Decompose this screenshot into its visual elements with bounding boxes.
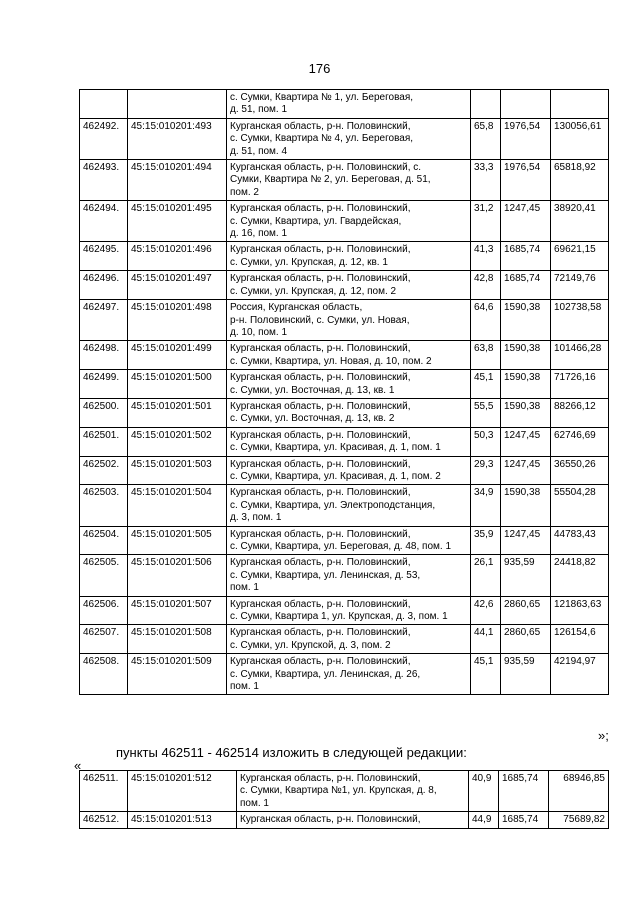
cadastral-value-cell: 68946,85 [549,771,609,812]
rate-cell: 1247,45 [501,526,551,555]
cadastral-number-cell: 45:15:010201:504 [128,485,227,526]
area-cell: 42,8 [471,271,501,300]
cadastral-value-cell: 72149,76 [551,271,609,300]
amended-items-table [79,770,609,829]
cadastral-value-cell: 36550,26 [551,456,609,485]
rate-cell: 1590,38 [501,398,551,427]
address-cell: Курганская область, р-н. Половинский, с. Сумки, Квартира, ул. Красивая, д. 1, пом. 2 [227,456,471,485]
address-cell: Курганская область, р-н. Половинский, с. Сумки, ул. Крупской, д. 3, пом. 2 [227,625,471,654]
item-number-cell: 462498. [80,341,128,370]
table-row [80,370,609,399]
cadastral-number-cell: 45:15:010201:493 [128,118,227,159]
address-cell: Курганская область, р-н. Половинский, с. Сумки, ул. Крупская, д. 12, пом. 2 [227,271,471,300]
area-cell: 45,1 [471,654,501,695]
area-cell: 35,9 [471,526,501,555]
table-row [80,427,609,456]
cadastral-value-cell: 126154,6 [551,625,609,654]
area-cell: 65,8 [471,118,501,159]
rate-cell: 1976,54 [501,160,551,201]
area-cell [471,90,501,119]
item-number-cell: 462512. [80,812,128,828]
address-cell: Курганская область, р-н. Половинский, с. Сумки, Квартира № 2, ул. Береговая, д. 51, пом. 2 [227,160,471,201]
cadastral-number-cell: 45:15:010201:508 [128,625,227,654]
rate-cell: 1590,38 [501,300,551,341]
table-row [80,90,609,119]
area-cell: 55,5 [471,398,501,427]
area-cell: 64,6 [471,300,501,341]
cadastral-value-cell: 65818,92 [551,160,609,201]
table-row [80,596,609,625]
area-cell: 31,2 [471,201,501,242]
rate-cell: 935,59 [501,654,551,695]
address-cell: Россия, Курганская область, р-н. Половинский, с. Сумки, ул. Новая, д. 10, пом. 1 [227,300,471,341]
area-cell: 44,1 [471,625,501,654]
table-row [80,654,609,695]
item-number-cell: 462504. [80,526,128,555]
cadastral-value-cell: 102738,58 [551,300,609,341]
item-number-cell: 462506. [80,596,128,625]
address-cell: с. Сумки, Квартира № 1, ул. Береговая, д. 51, пом. 1 [227,90,471,119]
item-number-cell: 462507. [80,625,128,654]
cadastral-number-cell: 45:15:010201:509 [128,654,227,695]
rate-cell: 1976,54 [501,118,551,159]
rate-cell: 1590,38 [501,370,551,399]
item-number-cell: 462501. [80,427,128,456]
rate-cell: 1247,45 [501,456,551,485]
table-row [80,625,609,654]
table-row [80,271,609,300]
item-number-cell: 462505. [80,555,128,596]
table-row [80,526,609,555]
cadastral-value-cell: 69621,15 [551,242,609,271]
item-number-cell: 462508. [80,654,128,695]
cadastral-number-cell: 45:15:010201:501 [128,398,227,427]
item-number-cell: 462494. [80,201,128,242]
table-row [80,242,609,271]
cadastral-value-cell: 44783,43 [551,526,609,555]
rate-cell: 935,59 [501,555,551,596]
page-number: 176 [308,61,331,76]
item-number-cell: 462500. [80,398,128,427]
table-row [80,118,609,159]
item-number-cell: 462499. [80,370,128,399]
address-cell: Курганская область, р-н. Половинский, с. Сумки, Квартира № 4, ул. Береговая, д. 51, пом. 4 [227,118,471,159]
cadastral-number-cell: 45:15:010201:500 [128,370,227,399]
cadastral-value-cell: 130056,61 [551,118,609,159]
cadastral-value-cell [551,90,609,119]
table-row [80,771,609,812]
address-cell: Курганская область, р-н. Половинский, с. Сумки, Квартира 1, ул. Крупская, д. 3, пом. 1 [227,596,471,625]
address-cell: Курганская область, р-н. Половинский, с. Сумки, Квартира, ул. Береговая, д. 48, пом. 1 [227,526,471,555]
table-row [80,555,609,596]
cadastral-number-cell: 45:15:010201:499 [128,341,227,370]
cadastral-value-cell: 42194,97 [551,654,609,695]
rate-cell: 2860,65 [501,596,551,625]
item-number-cell: 462495. [80,242,128,271]
rate-cell: 1247,45 [501,201,551,242]
address-cell: Курганская область, р-н. Половинский, с. Сумки, Квартира, ул. Красивая, д. 1, пом. 1 [227,427,471,456]
address-cell: Курганская область, р-н. Половинский, с. Сумки, Квартира, ул. Ленинская, д. 26, пом. 1 [227,654,471,695]
cadastral-number-cell: 45:15:010201:507 [128,596,227,625]
area-cell: 42,6 [471,596,501,625]
table-row [80,201,609,242]
item-number-cell: 462493. [80,160,128,201]
address-cell: Курганская область, р-н. Половинский, с. Сумки, ул. Восточная, д. 13, кв. 2 [227,398,471,427]
address-cell: Курганская область, р-н. Половинский, [237,812,469,828]
cadastral-value-cell: 101466,28 [551,341,609,370]
area-cell: 41,3 [471,242,501,271]
address-cell: Курганская область, р-н. Половинский, с. Сумки, Квартира, ул. Ленинская, д. 53, пом. 1 [227,555,471,596]
rate-cell: 1247,45 [501,427,551,456]
cadastral-number-cell: 45:15:010201:505 [128,526,227,555]
address-cell: Курганская область, р-н. Половинский, с. Сумки, ул. Крупская, д. 12, кв. 1 [227,242,471,271]
item-number-cell: 462492. [80,118,128,159]
cadastral-number-cell: 45:15:010201:512 [128,771,237,812]
opening-quote: « [74,758,82,773]
amendment-instruction: пункты 462511 - 462514 изложить в следующей редакции: [116,745,467,760]
address-cell: Курганская область, р-н. Половинский, с. Сумки, ул. Восточная, д. 13, кв. 1 [227,370,471,399]
rate-cell: 1590,38 [501,341,551,370]
address-cell: Курганская область, р-н. Половинский, с. Сумки, Квартира №1, ул. Крупская, д. 8, пом. 1 [237,771,469,812]
area-cell: 44,9 [469,812,499,828]
cadastral-number-cell: 45:15:010201:495 [128,201,227,242]
rate-cell: 1685,74 [499,771,549,812]
cadastral-number-cell: 45:15:010201:502 [128,427,227,456]
item-number-cell: 462503. [80,485,128,526]
cadastral-value-cell: 121863,63 [551,596,609,625]
rate-cell [501,90,551,119]
address-cell: Курганская область, р-н. Половинский, с. Сумки, Квартира, ул. Гвардейская, д. 16, пом. 1 [227,201,471,242]
cadastral-number-cell: 45:15:010201:503 [128,456,227,485]
cadastral-number-cell [128,90,227,119]
area-cell: 50,3 [471,427,501,456]
cadastral-number-cell: 45:15:010201:494 [128,160,227,201]
cadastral-number-cell: 45:15:010201:506 [128,555,227,596]
item-number-cell: 462511. [80,771,128,812]
area-cell: 40,9 [469,771,499,812]
item-number-cell: 462497. [80,300,128,341]
area-cell: 29,3 [471,456,501,485]
cadastral-number-cell: 45:15:010201:496 [128,242,227,271]
cadastral-number-cell: 45:15:010201:498 [128,300,227,341]
cadastral-value-cell: 55504,28 [551,485,609,526]
table-row [80,456,609,485]
table-row [80,398,609,427]
cadastral-value-cell: 71726,16 [551,370,609,399]
area-cell: 26,1 [471,555,501,596]
item-number-cell: 462502. [80,456,128,485]
closing-quote: »; [598,728,609,743]
area-cell: 33,3 [471,160,501,201]
address-cell: Курганская область, р-н. Половинский, с. Сумки, Квартира, ул. Электроподстанция, д. 3, пом. 1 [227,485,471,526]
rate-cell: 1590,38 [501,485,551,526]
cadastral-number-cell: 45:15:010201:513 [128,812,237,828]
cadastral-value-cell: 24418,82 [551,555,609,596]
table-row [80,812,609,828]
item-number-cell: 462496. [80,271,128,300]
rate-cell: 1685,74 [501,242,551,271]
cadastral-value-cell: 75689,82 [549,812,609,828]
cadastral-value-cell: 88266,12 [551,398,609,427]
area-cell: 34,9 [471,485,501,526]
cadastral-value-cell: 62746,69 [551,427,609,456]
table-row [80,485,609,526]
cadastral-value-cell: 38920,41 [551,201,609,242]
table-row [80,300,609,341]
cadastral-number-cell: 45:15:010201:497 [128,271,227,300]
rate-cell: 1685,74 [501,271,551,300]
rate-cell: 2860,65 [501,625,551,654]
area-cell: 45,1 [471,370,501,399]
table-row [80,341,609,370]
rate-cell: 1685,74 [499,812,549,828]
table-row [80,160,609,201]
area-cell: 63,8 [471,341,501,370]
address-cell: Курганская область, р-н. Половинский, с. Сумки, Квартира, ул. Новая, д. 10, пом. 2 [227,341,471,370]
land-valuation-table [79,89,609,695]
item-number-cell [80,90,128,119]
